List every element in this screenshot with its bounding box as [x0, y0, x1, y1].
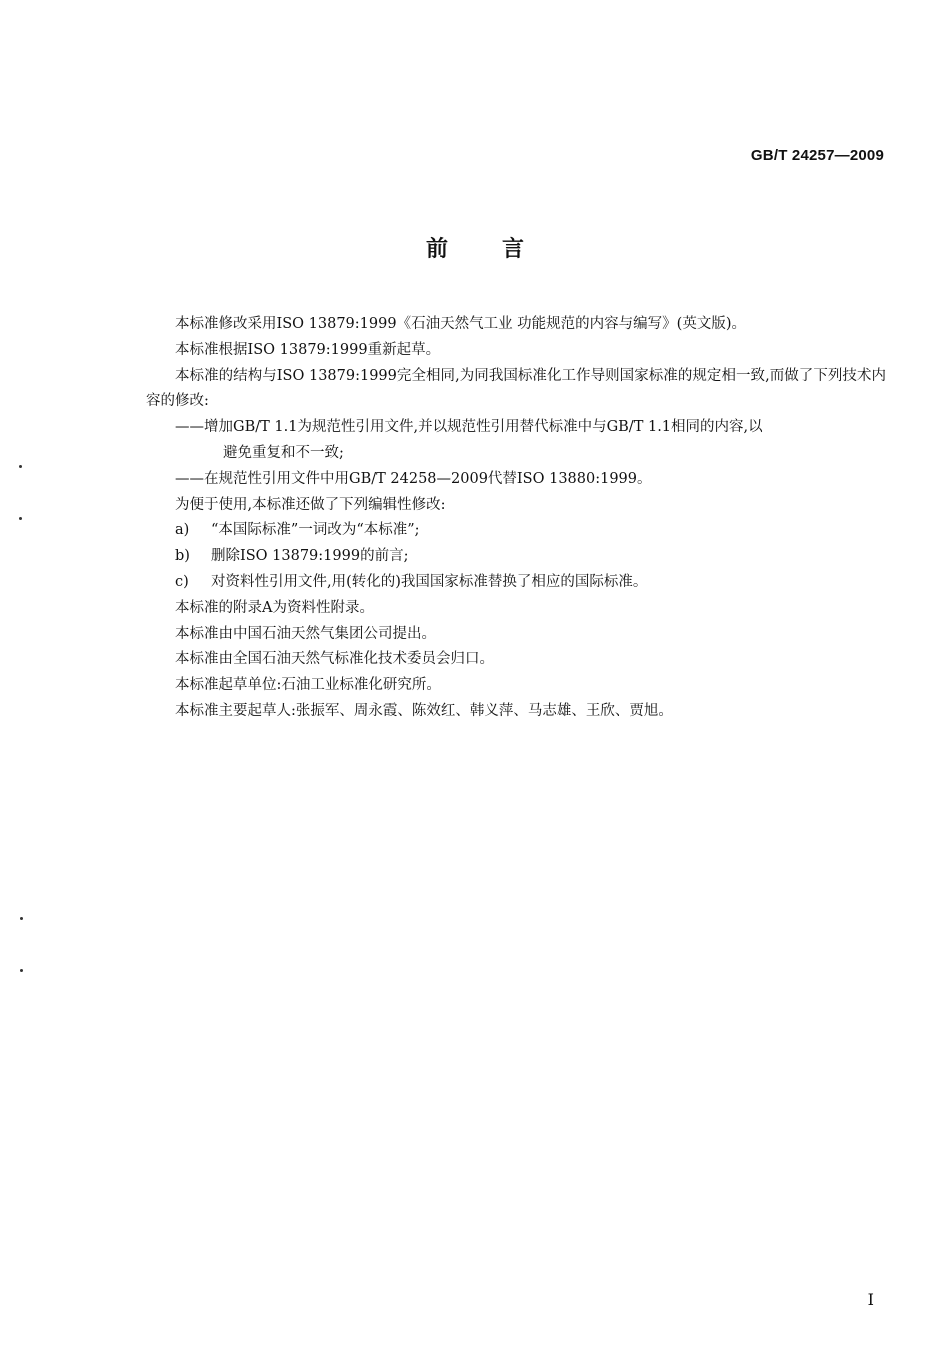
- paragraph-committee: 本标准由全国石油天然气标准化技术委员会归口。: [175, 651, 494, 668]
- list-item-marker: c): [175, 573, 189, 590]
- page-number: I: [867, 1290, 874, 1309]
- list-item-text: “本国际标准”一词改为“本标准”;: [211, 522, 420, 539]
- dash-item-normative-reference: [146, 415, 886, 467]
- paragraph-adoption: 本标准修改采用ISO 13879:1999《石油天然气工业 功能规范的内容与编写》(英文版)。: [175, 316, 746, 332]
- title-char-2: 言: [502, 237, 525, 262]
- list-item-marker: a): [175, 522, 190, 539]
- scan-speck: [20, 917, 23, 920]
- paragraph-annex: 本标准的附录A为资料性附录。: [175, 599, 374, 616]
- dash-item-line-2: 避免重复和不一致;: [223, 444, 344, 461]
- paragraph-drafters: 本标准主要起草人:张振军、周永霞、陈效红、韩义萍、马志雄、王欣、贾旭。: [175, 702, 673, 719]
- paragraph-redraft: 本标准根据ISO 13879:1999重新起草。: [175, 341, 441, 358]
- paragraph-proposer: 本标准由中国石油天然气集团公司提出。: [175, 625, 436, 642]
- list-item-text: 对资料性引用文件,用(转化的)我国国家标准替换了相应的国际标准。: [211, 573, 648, 590]
- scan-speck: [19, 465, 22, 468]
- list-item: [146, 544, 886, 570]
- dash-item-replacement: ——在规范性引用文件中用GB/T 24258—2009代替ISO 13880:1999。: [175, 470, 652, 487]
- paragraph-structure: 本标准的结构与ISO 13879:1999完全相同,为同我国标准化工作导则国家标准的规定相一致,而做了下列技术内容的修改:: [146, 367, 886, 410]
- paragraph-editorial: 为便于使用,本标准还做了下列编辑性修改:: [175, 496, 446, 513]
- page-title: [0, 232, 950, 263]
- list-item-marker: b): [175, 548, 190, 565]
- list-item: [146, 570, 886, 596]
- scan-speck: [20, 969, 23, 972]
- standard-number: GB/T 24257—2009: [750, 147, 884, 164]
- foreword-body: [146, 312, 886, 725]
- paragraph-drafting-unit: 本标准起草单位:石油工业标准化研究所。: [175, 677, 441, 694]
- scan-speck: [19, 517, 22, 520]
- dash-item-line-1: ——增加GB/T 1.1为规范性引用文件,并以规范性引用替代标准中与GB/T 1.1相同的内容,以: [175, 419, 763, 436]
- list-item: [146, 518, 886, 544]
- list-item-text: 删除ISO 13879:1999的前言;: [211, 548, 409, 565]
- title-char-1: 前: [425, 237, 448, 262]
